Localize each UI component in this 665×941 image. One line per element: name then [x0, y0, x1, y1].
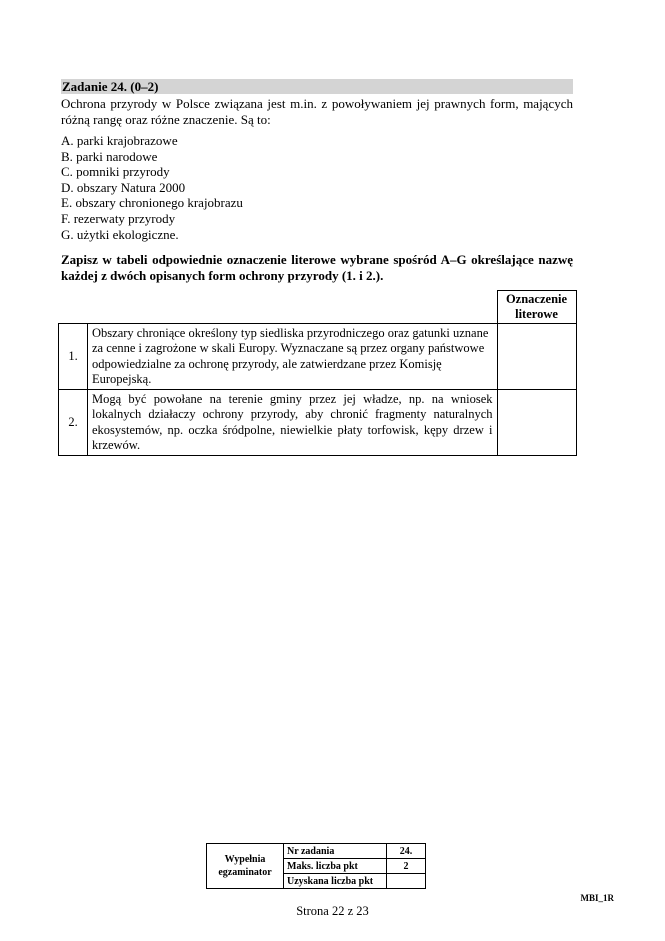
task-title: Zadanie 24. (0–2)	[61, 79, 573, 94]
row-description: Mogą być powołane na terenie gminy przez jej władze, np. na wniosek lokalnych działaczy ochrony przyrody, aby chronić fragmenty naturalnych ekosystemów, np. oczka śródpolne, niewielkie płaty torfowisk, kępy drzew i krzewów.	[88, 390, 498, 456]
row-number: 1.	[59, 324, 88, 390]
option-item: D. obszary Natura 2000	[61, 179, 186, 195]
options-list	[61, 133, 461, 242]
answer-cell-2[interactable]	[497, 390, 576, 456]
exam-code: MBI_1R	[580, 893, 614, 903]
answer-column-header: Oznaczenie literowe	[497, 291, 576, 324]
option-item: E. obszary chronionego krajobrazu	[61, 195, 243, 211]
examiner-label: Wypełnia egzaminator	[207, 844, 284, 889]
option-item: G. użytki ekologiczne.	[61, 226, 179, 242]
table-row	[59, 390, 577, 456]
row-number: 2.	[59, 390, 88, 456]
answer-cell-1[interactable]	[497, 324, 576, 390]
option-item: B. parki narodowe	[61, 148, 158, 164]
page-number: Strona 22 z 23	[296, 904, 369, 918]
table-row	[59, 324, 577, 390]
option-item: C. pomniki przyrody	[61, 164, 170, 180]
score-label: Nr zadania	[284, 844, 387, 859]
earned-points-cell[interactable]	[387, 874, 426, 889]
task-instruction: Zapisz w tabeli odpowiednie oznaczenie literowe wybrane spośród A–G określające nazwę każdej z dwóch opisanych form ochrony przyrody (1. i 2.).	[61, 252, 573, 283]
max-points-value: 2	[387, 859, 426, 874]
score-box	[206, 843, 426, 889]
answer-table	[58, 290, 577, 456]
option-item: F. rezerwaty przyrody	[61, 210, 176, 226]
score-label: Uzyskana liczba pkt	[284, 874, 387, 889]
task-intro: Ochrona przyrody w Polsce związana jest m.in. z powoływaniem jej prawnych form, mających różną rangę oraz różne znaczenie. Są to:	[61, 96, 573, 127]
task-number-value: 24.	[387, 844, 426, 859]
score-label: Maks. liczba pkt	[284, 859, 387, 874]
option-item: A. parki krajobrazowe	[61, 133, 178, 148]
row-description: Obszary chroniące określony typ siedliska przyrodniczego oraz gatunki uznane za cenne i zagrożone w skali Europy. Wyznaczane są przez organy państwowe odpowiedzialne za ochronę przyrody, ale zatwierdzane przez Komisję Europejską.	[88, 324, 498, 390]
